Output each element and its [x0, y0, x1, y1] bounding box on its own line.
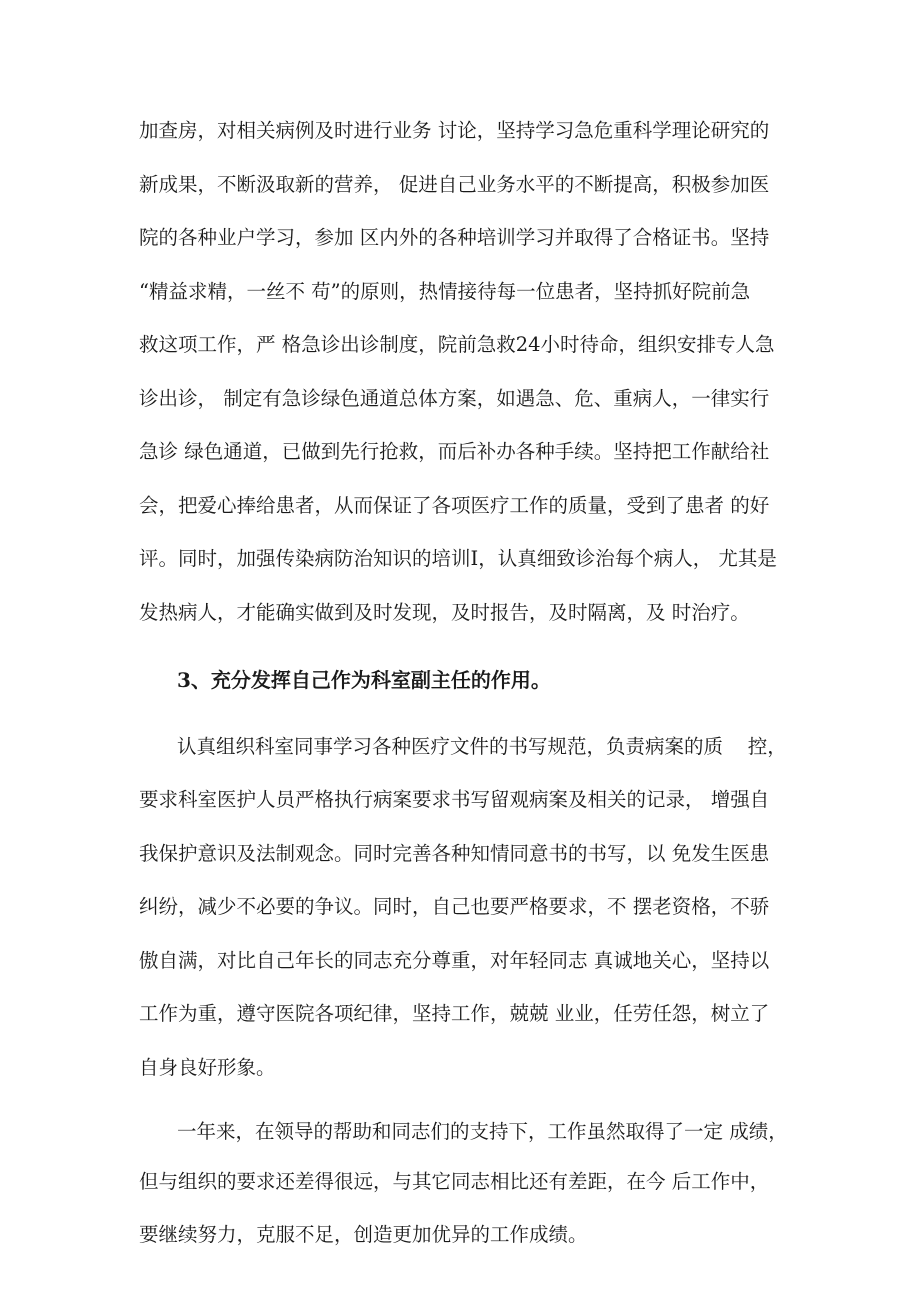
paragraph-1-line: 院的各种业户学习，参加 区内外的各种培训学习并取得了合格证书。坚持	[139, 226, 770, 249]
paragraph-3-line: 要继续努力，克服不足，创造更加优异的工作成绩。	[139, 1223, 588, 1246]
paragraph-1-line: 救这项工作，严 格急诊出诊制度，院前急救24小时待命，组织安排专人急	[139, 333, 775, 356]
paragraph-2-line: 纠纷，减少不必要的争议。同时，自己也要严格要求，不 摆老资格，不骄	[139, 895, 770, 918]
paragraph-1-line: 新成果，不断汲取新的营养， 促进自己业务水平的不断提高，积极参加医	[139, 173, 770, 196]
paragraph-2-line: 要求科室医护人员严格执行病案要求书写留观病案及相关的记录， 增强自	[139, 788, 770, 811]
paragraph-2-line: 自身良好形象。	[139, 1056, 276, 1079]
paragraph-2-line: 工作为重，遵守医院各项纪律，坚持工作，兢兢 业业，任劳任怨，树立了	[139, 1002, 770, 1025]
paragraph-2-line: 认真组织科室同事学习各种医疗文件的书写规范，负责病案的质 控，	[177, 735, 787, 758]
paragraph-2-line: 傲自满，对比自己年长的同志充分尊重，对年轻同志 真诚地关心，坚持以	[139, 949, 770, 972]
paragraph-1-line: 会，把爱心捧给患者，从而保证了各项医疗工作的质量，受到了患者 的好	[139, 494, 770, 517]
paragraph-3-line: 但与组织的要求还差得很远，与其它同志相比还有差距，在今 后工作中，	[139, 1170, 770, 1193]
paragraph-1-line: 急诊 绿色通道，已做到先行抢救，而后补办各种手续。坚持把工作献给社	[139, 440, 770, 463]
paragraph-3-line: 一年来，在领导的帮助和同志们的支持下，工作虽然取得了一定 成绩，	[177, 1120, 788, 1143]
paragraph-2-line: 我保护意识及法制观念。同时完善各种知情同意书的书写，以 免发生医患	[139, 842, 770, 865]
paragraph-1-line: 加查房，对相关病例及时进行业务 讨论，坚持学习急危重科学理论研究的	[139, 119, 770, 142]
paragraph-1-line: 诊出诊， 制定有急诊绿色通道总体方案，如遇急、危、重病人，一律实行	[139, 387, 770, 410]
paragraph-1-line: “精益求精，一丝不 苟”的原则，热情接待每一位患者，坚持抓好院前急	[139, 280, 751, 303]
section-heading: 3、充分发挥自己作为科室副主任的作用。	[177, 668, 551, 692]
paragraph-1-line: 评。同时，加强传染病防治知识的培训I，认真细致诊治每个病人， 尤其是	[139, 547, 777, 570]
paragraph-1-line: 发热病人，才能确实做到及时发现，及时报告，及时隔离，及 时治疗。	[139, 601, 750, 624]
